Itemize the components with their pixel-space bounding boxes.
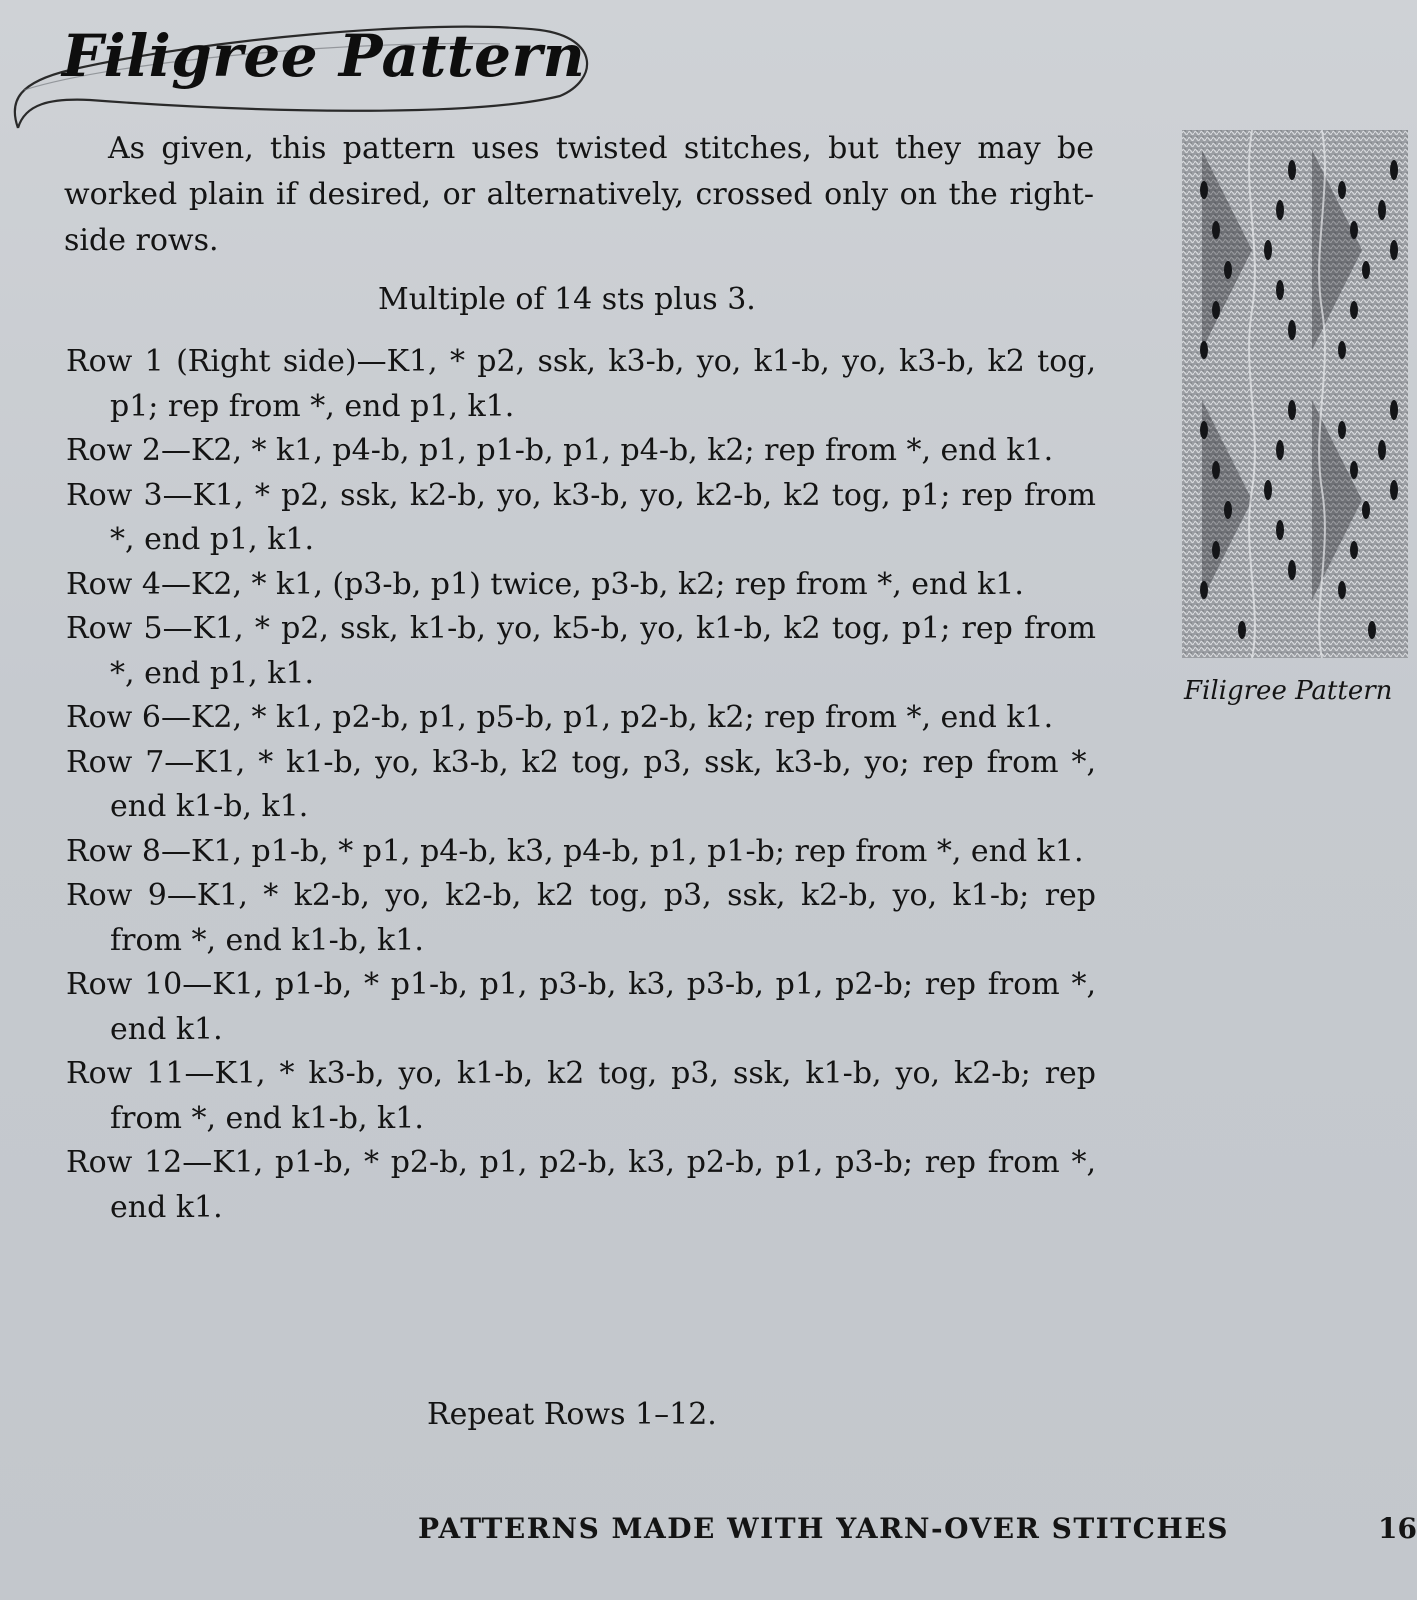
knitting-swatch-photo (1182, 130, 1408, 658)
page-title: Filigree Pattern (62, 22, 586, 90)
repeat-instruction: Repeat Rows 1–12. (427, 1397, 717, 1432)
pattern-row-12: Row 12—K1, p1-b, * p2-b, p1, p2-b, k3, p2-b, p1, p3-b; rep from *, end k1. (66, 1145, 1096, 1225)
pattern-row-3: Row 3—K1, * p2, ssk, k2-b, yo, k3-b, yo, k2-b, k2 tog, p1; rep from *, end p1, k1. (66, 477, 1096, 557)
pattern-row-11: Row 11—K1, * k3-b, yo, k1-b, k2 tog, p3, ssk, k1-b, yo, k2-b; rep from *, end k1-b, k1. (66, 1056, 1096, 1136)
pattern-row-9: Row 9—K1, * k2-b, yo, k2-b, k2 tog, p3, ssk, k2-b, yo, k1-b; rep from *, end k1-b, k1. (66, 878, 1096, 958)
pattern-row-2: Row 2—K2, * k1, p4-b, p1, p1-b, p1, p4-b, k2; rep from *, end k1. (66, 433, 1054, 468)
pattern-row-7: Row 7—K1, * k1-b, yo, k3-b, k2 tog, p3, ssk, k3-b, yo; rep from *, end k1-b, k1. (66, 744, 1096, 824)
lace-swatch-illustration (1182, 130, 1408, 658)
intro-paragraph: As given, this pattern uses twisted stitches, but they may be worked plain if desired, or alternatively, crossed only on the right-side rows. (64, 131, 1094, 258)
page-number: 16 (1378, 1512, 1417, 1545)
pattern-row-8: Row 8—K1, p1-b, * p1, p4-b, k3, p4-b, p1, p1-b; rep from *, end k1. (66, 833, 1084, 869)
stitch-multiple: Multiple of 14 sts plus 3. (378, 282, 756, 317)
pattern-row-6: Row 6—K2, * k1, p2-b, p1, p5-b, p1, p2-b, k2; rep from *, end k1. (66, 700, 1054, 735)
pattern-row-4: Row 4—K2, * k1, (p3-b, p1) twice, p3-b, k2; rep from *, end k1. (66, 566, 1024, 602)
running-footer: PATTERNS MADE WITH YARN-OVER STITCHES (418, 1512, 1229, 1545)
pattern-rows (66, 340, 1096, 1230)
photo-caption: Filigree Pattern (1184, 676, 1393, 706)
pattern-row-10: Row 10—K1, p1-b, * p1-b, p1, p3-b, k3, p3-b, p1, p2-b; rep from *, end k1. (66, 967, 1096, 1047)
pattern-row-5: Row 5—K1, * p2, ssk, k1-b, yo, k5-b, yo, k1-b, k2 tog, p1; rep from *, end p1, k1. (66, 611, 1096, 691)
pattern-row-1: Row 1 (Right side)—K1, * p2, ssk, k3-b, yo, k1-b, yo, k3-b, k2 tog, p1; rep from *, end p1, k1. (66, 344, 1096, 424)
